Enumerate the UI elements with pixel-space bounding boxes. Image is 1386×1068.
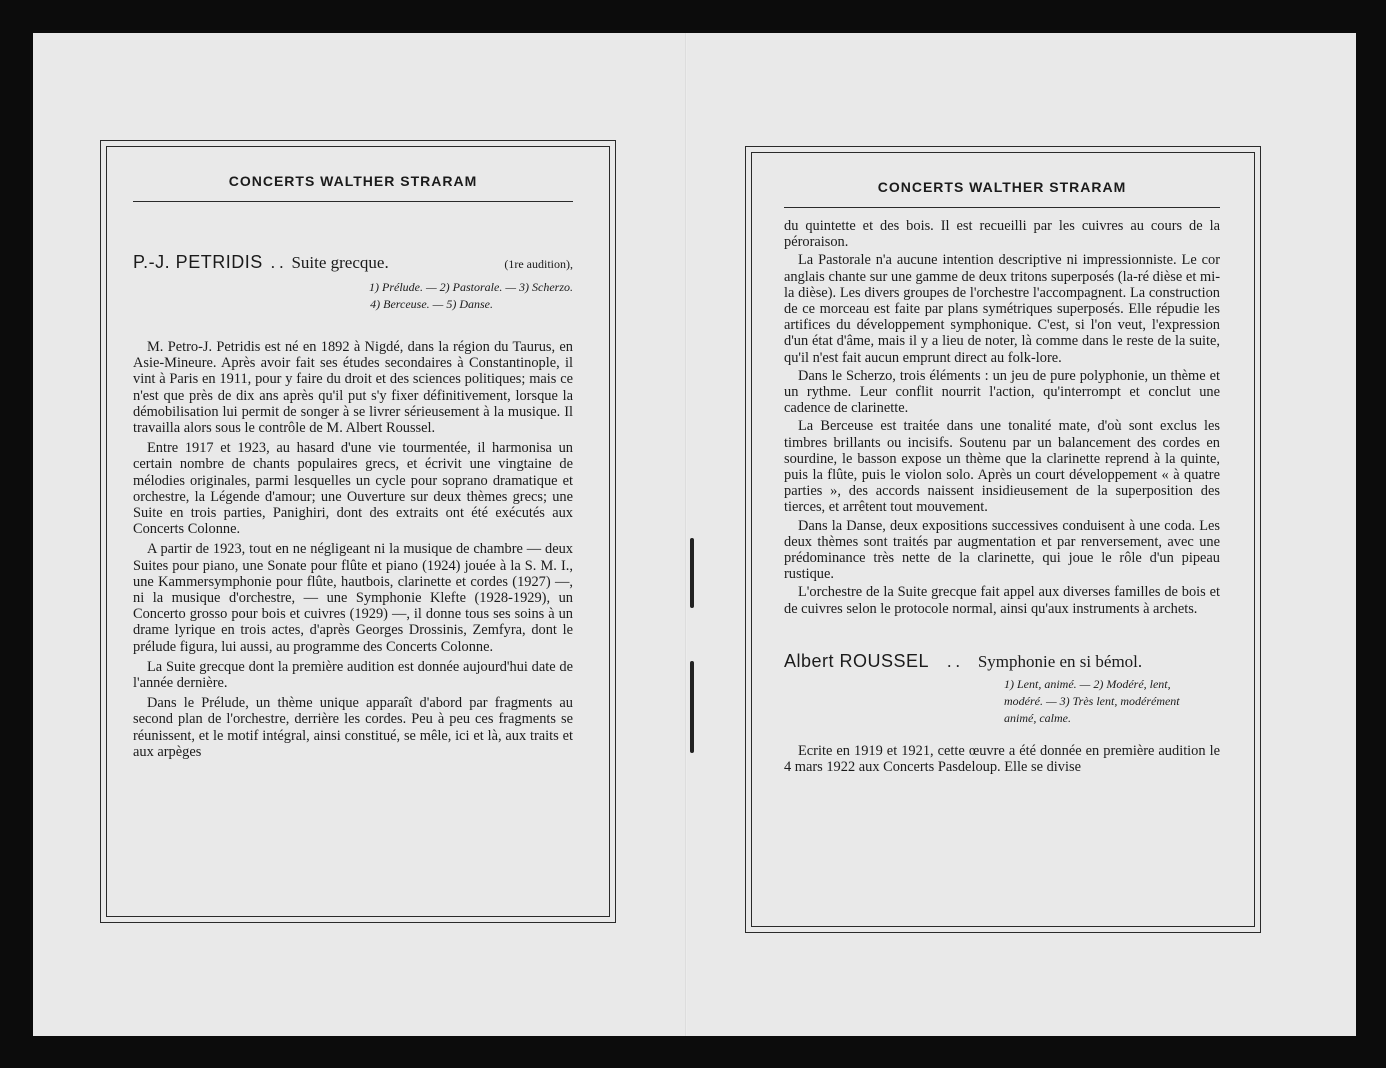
work-title: Symphonie en si bémol. <box>977 651 1143 671</box>
movement-list <box>1004 676 1220 727</box>
audition-note: (1re audition), <box>504 257 573 271</box>
left-page-frame <box>100 140 616 923</box>
center-fold <box>685 33 687 1036</box>
body-paragraph: Dans le Scherzo, trois éléments : un jeu de pure polyphonie, un thème et un rythme. Leur conflit nourrit l'action, qu'interrompt et conclut une cadence de clarinette. <box>784 367 1220 417</box>
booklet-spread <box>33 33 1356 1036</box>
body-paragraph: Dans le Prélude, un thème unique apparaît d'abord par fragments au second plan de l'orchestre, derrière les cordes. Peu à peu ces fragments se réunissent, et le motif intégral, ainsi constitué, se mêle, ici et là, aux traits et aux arpèges <box>133 695 573 760</box>
running-head-right: CONCERTS WALTHER STRARAM <box>784 179 1220 208</box>
leader-dots: . . <box>947 651 960 671</box>
staple-bottom <box>690 661 694 753</box>
program-entry-title <box>133 252 573 273</box>
work-title: Suite grecque. <box>291 253 389 272</box>
program-entry-title <box>784 651 1220 672</box>
body-paragraph: La Berceuse est traitée dans une tonalité mate, d'où sont exclus les timbres brillants ou incisifs. Soutenu par un balancement des cordes en sourdine, le basson expose un thème que la clarinette reprend à la quinte, puis la flûte, puis le violon solo. Après un court développement « à quatre parties », des accords naissent insidieusement de la superposition des tierces, et arrêtent tout mouvement. <box>784 418 1220 516</box>
running-head-left: CONCERTS WALTHER STRARAM <box>133 173 573 202</box>
body-paragraph: M. Petro-J. Petridis est né en 1892 à Nigdé, dans la région du Taurus, en Asie-Mineure. Après avoir fait ses études secondaires à Constantinople, il vint à Paris en 1911, pour y faire du droit et des sciences politiques; mais ce n'est que près de dix ans après qu'il put s'y fixer définitivement, lorsque la démobilisation lui permit de songer à se livrer sérieusement à la musique. Il travailla alors sous le contrôle de M. Albert Roussel. <box>133 339 573 437</box>
movement-list-line-1: 1) Lent, animé. — 2) Modéré, lent, <box>1004 676 1171 691</box>
body-paragraph: La Pastorale n'a aucune intention descriptive ni impressionniste. Le cor anglais chante sur une gamme de deux tritons superposés (la-ré dièse et mi-la dièse). Les divers groupes de l'orchestre l'accompagnent. La construction de ce morceau est faite par plans symétriques superposés. Elle répudie les artifices du développement symphonique. C'est, si l'on veut, l'expression d'un état d'âme, mais il y a lieu de noter, là comme dans le reste de la suite, qu'il n'est fait aucun emprunt direct au folk-lore. <box>784 252 1220 366</box>
body-paragraph: du quintette et des bois. Il est recueilli par les cuivres au cours de la péroraison. <box>784 218 1220 251</box>
right-page-content <box>784 179 1220 775</box>
composer-name: P.-J. PETRIDIS <box>133 252 263 272</box>
movement-list-line-2: modéré. — 3) Très lent, modérément <box>1004 693 1180 708</box>
body-paragraph: Entre 1917 et 1923, au hasard d'une vie tourmentée, il harmonisa un certain nombre de chants populaires grecs, et écrivit une vingtaine de mélodies originales, parmi lesquelles un cycle pour soprano dramatique et orchestre, la Légende d'amour; une Ouverture sur deux thèmes grecs; une Suite en trois parties, Panighiri, dont des extraits ont été exécutés aux Concerts Colonne. <box>133 440 573 538</box>
body-paragraph: L'orchestre de la Suite grecque fait appel aux diverses familles de bois et de cuivres selon le protocole normal, ainsi qu'aux instruments à archets. <box>784 584 1220 617</box>
leader-dots: . . <box>270 253 284 272</box>
left-page-content <box>133 173 573 760</box>
right-page-frame <box>745 146 1261 933</box>
body-paragraph: A partir de 1923, tout en ne négligeant ni la musique de chambre — deux Suites pour piano, une Sonate pour flûte et piano (1924) jouée à la S. M. I., une Kammersymphonie pour flûte, hautbois, clarinette et cordes (1927) —, ni la musique d'orchestre, — une Symphonie Klefte (1928-1929), un Concerto grosso pour bois et cuivres (1929) —, il donne tous ses soins à un drame lyrique en trois actes, d'après Georges Drossinis, Zemfyra, dont le prélude figura, lui aussi, au programme des Concerts Colonne. <box>133 541 573 655</box>
body-paragraph: Ecrite en 1919 et 1921, cette œuvre a été donnée en première audition le 4 mars 1922 aux Concerts Pasdeloup. Elle se divise <box>784 742 1220 776</box>
staple-top <box>690 538 694 608</box>
body-paragraph: Dans la Danse, deux expositions successives conduisent à une coda. Les deux thèmes sont traités par augmentation et par renversement, avec une prédominance très nette de la clarinette, qui joue le rôle d'un pipeau rustique. <box>784 517 1220 583</box>
body-paragraph: La Suite grecque dont la première audition est donnée aujourd'hui date de l'année dernière. <box>133 658 573 692</box>
composer-name: Albert ROUSSEL <box>784 650 930 671</box>
movement-list-line-1: 1) Prélude. — 2) Pastorale. — 3) Scherzo. <box>369 280 573 294</box>
movement-list-line-3: animé, calme. <box>1004 710 1071 725</box>
movement-list-line-2: 4) Berceuse. — 5) Danse. <box>370 297 493 311</box>
